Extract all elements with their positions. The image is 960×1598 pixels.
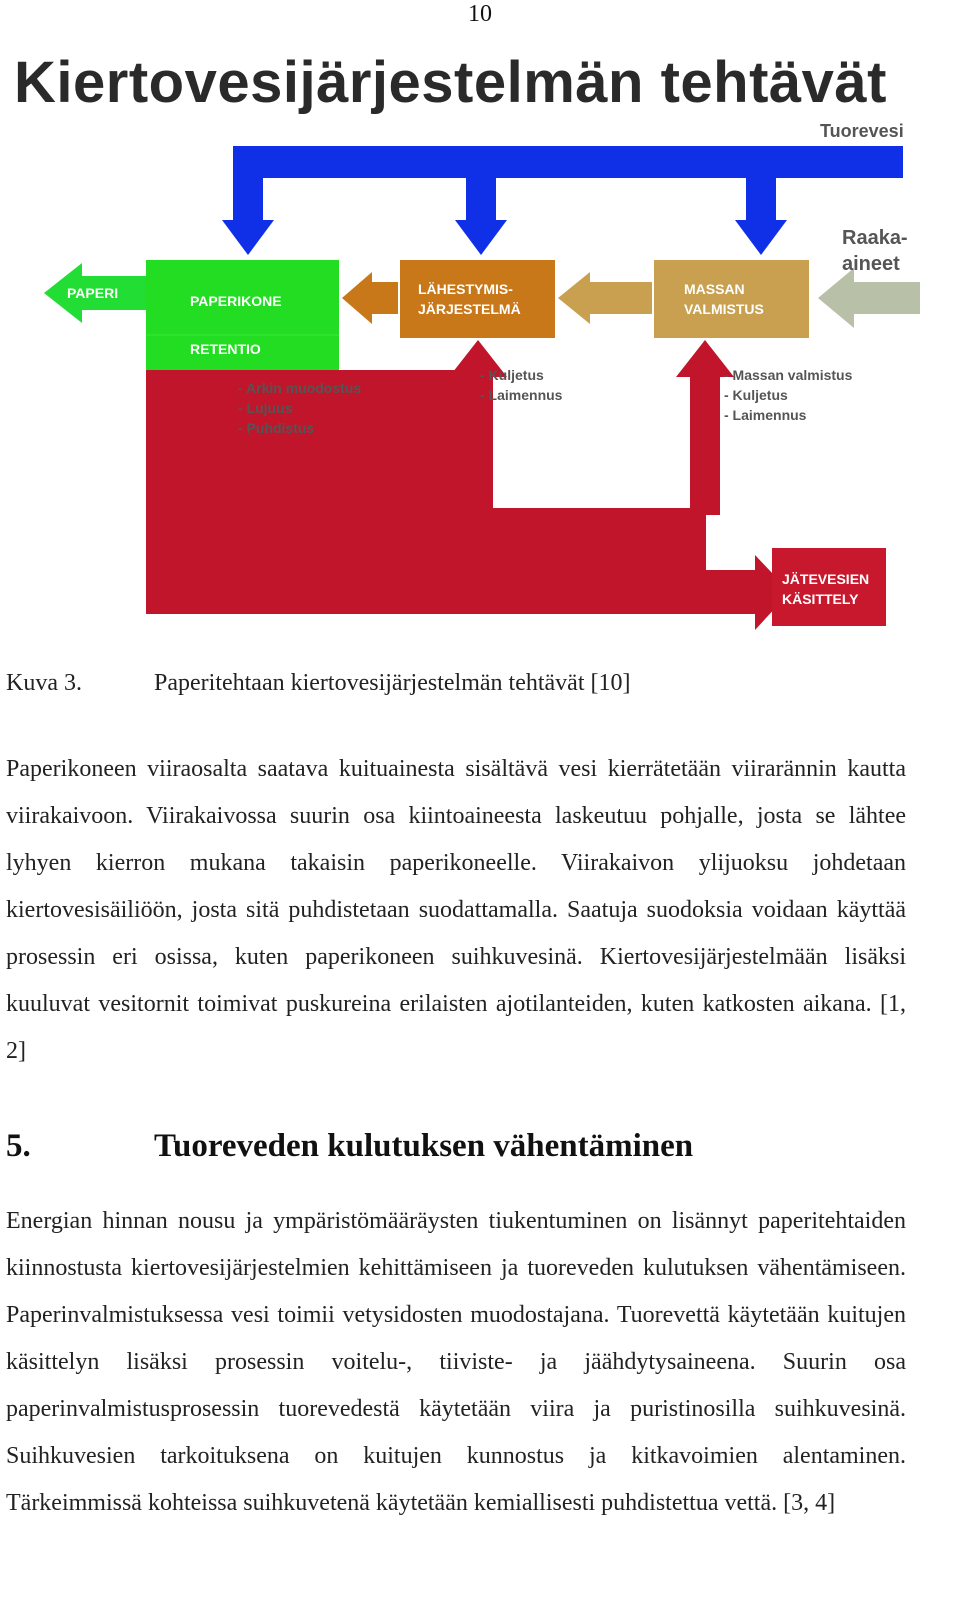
stock-note-1: - Massan valmistus bbox=[724, 367, 853, 383]
approach-system-label-1: LÄHESTYMIS- bbox=[418, 281, 513, 297]
stock-preparation-box bbox=[654, 260, 809, 338]
paper-output-arrow bbox=[44, 263, 146, 323]
paper-machine-label: PAPERIKONE bbox=[190, 293, 282, 309]
paper-machine-note-3: - Puhdistus bbox=[238, 420, 315, 436]
fresh-water-pipe bbox=[222, 146, 903, 255]
wastewater-label-2: KÄSITTELY bbox=[782, 591, 859, 607]
stock-to-approach-arrow bbox=[558, 272, 652, 324]
approach-note-1: - Kuljetus bbox=[480, 367, 544, 383]
approach-note-2: - Laimennus bbox=[480, 387, 563, 403]
raw-materials-label-2: aineet bbox=[842, 253, 900, 275]
figure-title: Kiertovesijärjestelmän tehtävät bbox=[14, 50, 887, 115]
stock-note-2: - Kuljetus bbox=[724, 387, 788, 403]
approach-to-machine-arrow bbox=[342, 272, 398, 324]
stock-preparation-label-2: VALMISTUS bbox=[684, 301, 764, 317]
stock-note-3: - Laimennus bbox=[724, 407, 807, 423]
section-heading bbox=[6, 1124, 693, 1168]
page-number: 10 bbox=[468, 1, 492, 27]
paragraph-fresh-water: Energian hinnan nousu ja ympäristömääräysten tiukentuminen on lisännyt paperitehtaiden kiinnostusta kiertovesijärjestelmien kehittämiseen ja tuoreveden kulutuksen vähentämiseen. Paperinvalmistuksessa vesi toimii vetysidosten muodostajana. Tuorevettä käytetään kuitujen käsittelyn lisäksi prosessin voitelu-, tiiviste- ja jäähdytysaineena. Suurin osa paperinvalmistusprosessin tuorevedestä käytetään viira ja puristinosilla suihkuvesinä. Suihkuvesien tarkoituksena on kuitujen kunnostus ja kitkavoimien alentaminen. Tärkeimmissä kohteissa suihkuvetenä käytetään kemiallisesti puhdistettua vettä. [3, 4] bbox=[6, 1208, 906, 1516]
paper-machine-note-2: - Lujuus bbox=[238, 400, 293, 416]
raw-materials-arrow bbox=[818, 268, 920, 328]
paper-machine-note-1: - Arkin muodostus bbox=[238, 380, 362, 396]
raw-materials-label-1: Raaka- bbox=[842, 227, 908, 249]
section-number: 5. bbox=[6, 1128, 31, 1164]
approach-system-label-2: JÄRJESTELMÄ bbox=[418, 301, 521, 317]
paragraph-circulation: Paperikoneen viiraosalta saatava kuituainesta sisältävä vesi kierrätetään viirarännin kautta viirakaivoon. Viirakaivossa suurin osa kiintoaineesta laskeutuu pohjalle, josta se lähtee lyhyen kierron mukana takaisin paperikoneelle. Viirakaivon ylijuoksu johdetaan kiertovesisäiliöön, josta sitä puhdistetaan suodattamalla. Saatuja suodoksia voidaan käyttää prosessin eri osissa, kuten paperikoneen suihkuvesinä. Kiertovesijärjestelmään lisäksi kuuluvat vesitornit toimivat puskureina erilaisten ajotilanteiden, kuten katkosten aikana. [1, 2] bbox=[6, 756, 906, 1064]
retention-label: RETENTIO bbox=[190, 341, 261, 357]
caption-text: Paperitehtaan kiertovesijärjestelmän tehtävät [10] bbox=[154, 670, 631, 696]
paper-machine-box bbox=[146, 260, 339, 370]
paper-label: PAPERI bbox=[67, 285, 119, 301]
figure-caption bbox=[6, 668, 630, 698]
wastewater-label-1: JÄTEVESIEN bbox=[782, 571, 870, 587]
wastewater-treatment-box bbox=[772, 548, 886, 626]
approach-system-box bbox=[400, 260, 555, 338]
fresh-water-label: Tuorevesi bbox=[820, 121, 904, 141]
stock-preparation-label-1: MASSAN bbox=[684, 281, 745, 297]
section-title: Tuoreveden kulutuksen vähentäminen bbox=[154, 1128, 694, 1164]
water-circulation-figure bbox=[0, 40, 960, 660]
caption-label: Kuva 3. bbox=[6, 670, 82, 696]
